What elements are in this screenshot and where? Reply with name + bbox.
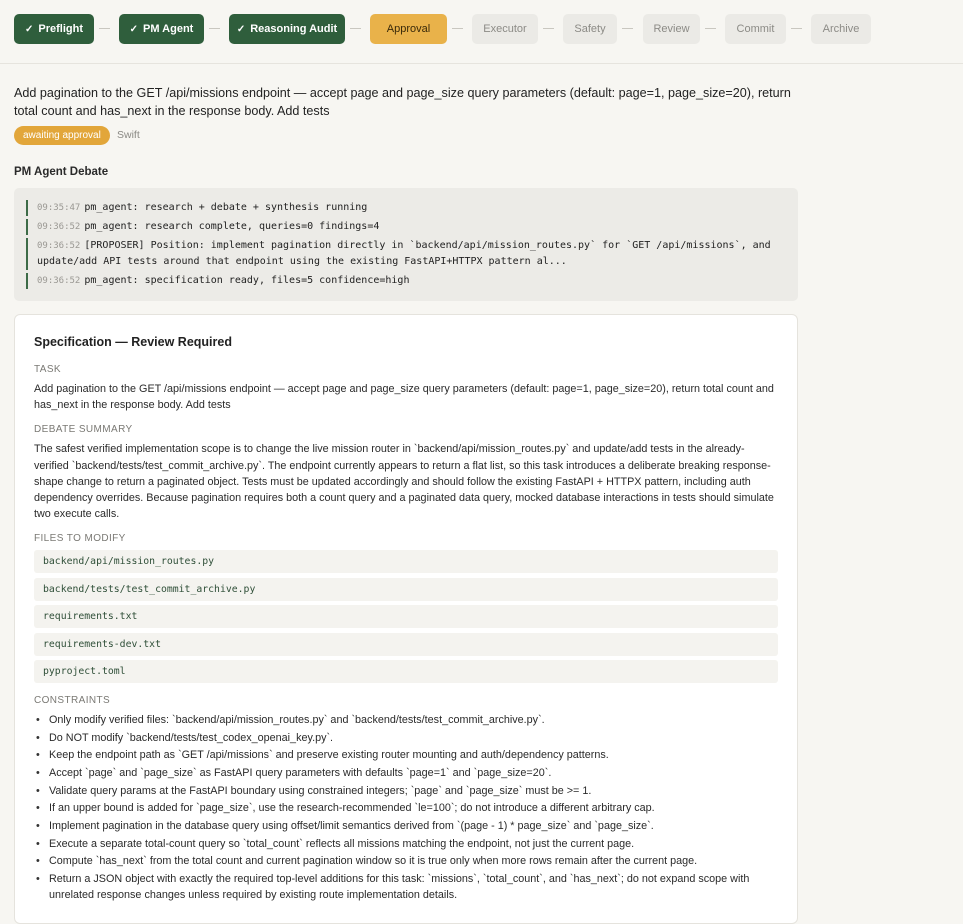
task-label: TASK	[34, 364, 61, 375]
constraint-item: • Only modify verified files: `backend/api/mission_routes.py` and `backend/tests/test_commit_archive.py`.	[34, 712, 778, 728]
constraint-item: • Do NOT modify `backend/tests/test_codex_openai_key.py`.	[34, 730, 778, 746]
file-item[interactable]: backend/tests/test_commit_archive.py	[34, 578, 778, 601]
debate-log	[14, 188, 798, 301]
stage-approval[interactable]	[370, 14, 447, 44]
files-list	[34, 550, 778, 683]
status-badge: awaiting approval	[14, 126, 110, 145]
pipeline-bar	[0, 0, 963, 64]
stage-connector	[543, 28, 554, 29]
stage-label: Approval	[386, 23, 431, 35]
stage-safety[interactable]	[563, 14, 617, 44]
constraints-label: CONSTRAINTS	[34, 694, 111, 706]
log-timestamp: 09:36:52	[37, 222, 81, 232]
mission-title: Add pagination to the GET /api/missions endpoint — accept page and page_size query parameters (default: page=1, page_size=20), return total count and has_next in the response body. Add tests	[14, 86, 791, 118]
log-text: pm_agent: research complete, queries=0 findings=4	[84, 221, 380, 232]
stage-connector	[622, 28, 633, 29]
stage-connector	[350, 28, 361, 29]
constraints-list	[34, 712, 778, 903]
log-text: [PROPOSER] Position: implement pagination directly in `backend/api/mission_routes.py` for `GET /api/missions`, and update/add API tests around that endpoint using the existing FastAPI+HTTPX pattern al...	[37, 240, 777, 267]
file-item[interactable]: backend/api/mission_routes.py	[34, 550, 778, 573]
file-item[interactable]: pyproject.toml	[34, 660, 778, 683]
constraint-item: • Accept `page` and `page_size` as FastAPI query parameters with defaults `page=1` and `page_size=20`.	[34, 765, 778, 781]
stage-label: Archive	[822, 23, 860, 35]
stage-label: Preflight	[38, 23, 83, 35]
log-line	[26, 238, 786, 270]
spec-title: Specification — Review Required	[34, 335, 232, 349]
log-line	[26, 200, 786, 216]
log-text: pm_agent: research + debate + synthesis running	[84, 202, 368, 213]
stage-connector	[791, 28, 802, 29]
stage-label: Reasoning Audit	[250, 23, 338, 35]
stage-label: Executor	[483, 23, 527, 35]
stage-commit[interactable]	[725, 14, 786, 44]
stage-reasoning-audit[interactable]	[229, 14, 345, 44]
constraint-item: • Validate query params at the FastAPI boundary using constrained integers; `page` and `page_size` must be >= 1.	[34, 783, 778, 799]
stage-connector	[99, 28, 110, 29]
stage-label: Commit	[736, 23, 775, 35]
stage-label: Review	[653, 23, 690, 35]
files-label: FILES TO MODIFY	[34, 533, 126, 545]
stage-executor[interactable]	[472, 14, 538, 44]
constraint-item: • Keep the endpoint path as `GET /api/missions` and preserve existing router mounting and auth/dependency patterns.	[34, 747, 778, 763]
constraint-item: • If an upper bound is added for `page_size`, use the research-recommended `le=100`; do not introduce a different arbitrary cap.	[34, 800, 778, 816]
stage-label: PM Agent	[143, 23, 194, 35]
stage-connector	[705, 28, 716, 29]
constraint-item: • Compute `has_next` from the total count and current pagination window so it is true only when more rows remain after the current page.	[34, 853, 778, 869]
log-timestamp: 09:36:52	[37, 276, 81, 286]
log-timestamp: 09:36:52	[37, 241, 81, 251]
stage-preflight[interactable]	[14, 14, 94, 44]
stage-label: Safety	[574, 23, 606, 35]
constraint-item: • Implement pagination in the database query using offset/limit semantics derived from `(page - 1) * page_size` and `page_size`.	[34, 818, 778, 834]
task-text: Add pagination to the GET /api/missions endpoint — accept page and page_size query parameters (default: page=1, page_size=20), return total count and has_next in the response body. Add tests	[34, 383, 774, 412]
summary-text: The safest verified implementation scope is to change the live mission router in `backend/api/mission_routes.py` and update/add tests in the already-verified `backend/tests/test_commit_archive.py`. The endpoint currently appears to return a flat list, so this task introduces a deliberate breaking response-shape change to return a paginated object. Tests must be updated accordingly and should follow the existing FastAPI + HTTPX pattern, including auth dependency overrides. Because pagination requires both a count query and a paginated data query, mocked database interactions in tests should simulate two execute calls.	[34, 443, 774, 521]
stage-connector	[209, 28, 220, 29]
log-line	[26, 219, 786, 235]
language-tag: Swift	[117, 129, 140, 141]
stage-pm-agent[interactable]	[119, 14, 204, 44]
file-item[interactable]: requirements-dev.txt	[34, 633, 778, 656]
log-text: pm_agent: specification ready, files=5 confidence=high	[84, 275, 410, 286]
check-icon: ✓	[24, 23, 34, 35]
log-timestamp: 09:35:47	[37, 203, 81, 213]
stage-connector	[452, 28, 463, 29]
summary-label: DEBATE SUMMARY	[34, 424, 133, 436]
log-line	[26, 273, 786, 289]
file-item[interactable]: requirements.txt	[34, 605, 778, 628]
constraint-item: • Return a JSON object with exactly the required top-level additions for this task: `missions`, `total_count`, and `has_next`; do not expand scope with unrelated response changes unless required by existing route implementation details.	[34, 871, 778, 903]
stage-review[interactable]	[643, 14, 700, 44]
stage-archive[interactable]	[811, 14, 871, 44]
debate-heading: PM Agent Debate	[14, 166, 109, 178]
check-icon: ✓	[129, 23, 139, 35]
constraint-item: • Execute a separate total-count query so `total_count` reflects all missions matching the endpoint, not just the current page.	[34, 836, 778, 852]
spec-card	[14, 314, 798, 924]
check-icon: ✓	[236, 23, 246, 35]
